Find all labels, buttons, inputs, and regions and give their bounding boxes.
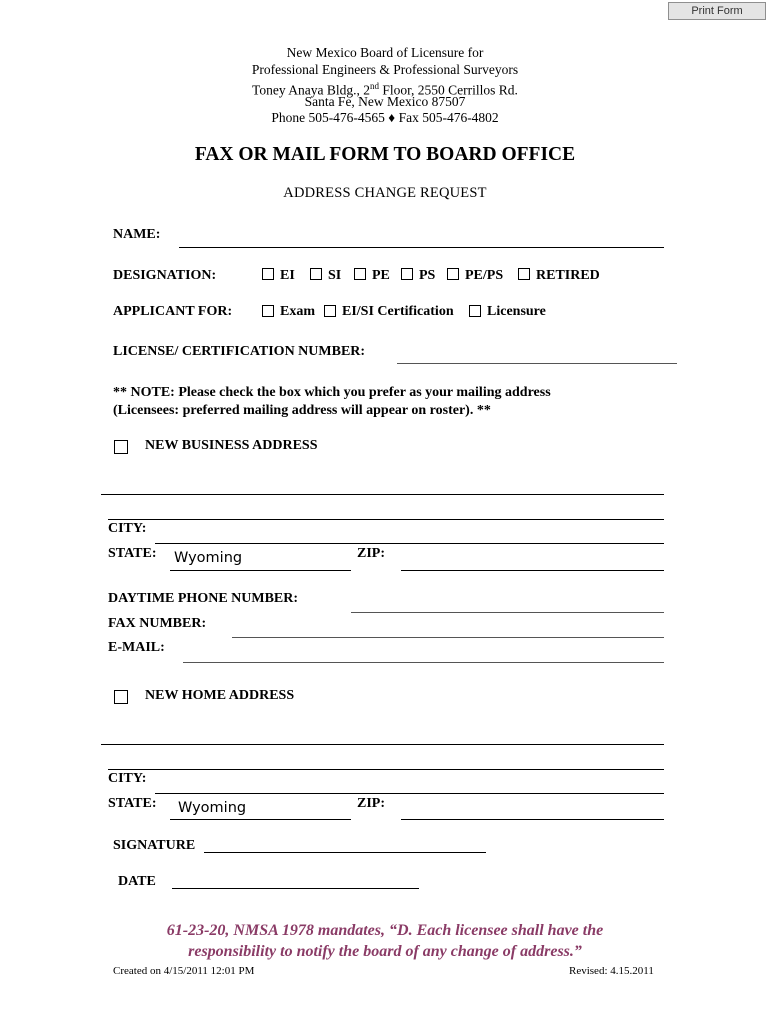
print-form-button[interactable]: Print Form (668, 2, 766, 20)
business-address-line2[interactable] (108, 519, 664, 520)
business-zip-label: ZIP: (357, 546, 385, 561)
option-pe-ps-label: PE/PS (465, 268, 504, 283)
created-date: Created on 4/15/2011 12:01 PM (113, 965, 255, 977)
statute-line2: responsibility to notify the board of any change of address.” (188, 943, 582, 960)
checkbox-retired[interactable] (518, 268, 530, 280)
daytime-phone-label: DAYTIME PHONE NUMBER: (108, 591, 299, 606)
license-number-field[interactable] (397, 363, 677, 364)
home-state-label: STATE: (108, 796, 157, 811)
license-number-label: LICENSE/ CERTIFICATION NUMBER: (113, 344, 366, 359)
home-city-field[interactable] (155, 793, 664, 794)
applicant-for-label: APPLICANT FOR: (113, 304, 233, 319)
fax-number-field[interactable] (232, 637, 664, 638)
option-licensure-label: Licensure (487, 304, 546, 319)
new-business-address-heading: NEW BUSINESS ADDRESS (145, 438, 318, 453)
home-city-label: CITY: (108, 771, 147, 786)
checkbox-new-business-address[interactable] (114, 440, 128, 454)
business-state-label: STATE: (108, 546, 157, 561)
checkbox-si[interactable] (310, 268, 322, 280)
note-line1: ** NOTE: Please check the box which you prefer as your mailing address (113, 385, 551, 400)
option-ei-label: EI (280, 268, 295, 283)
email-label: E-MAIL: (108, 640, 165, 655)
address-part-b: Floor, 2550 Cerrillos Rd. (378, 82, 518, 98)
board-name-line2: Professional Engineers & Professional Surveyors (251, 62, 519, 77)
new-home-address-heading: NEW HOME ADDRESS (145, 688, 295, 703)
checkbox-exam[interactable] (262, 305, 274, 317)
note-line2: (Licensees: preferred mailing address will appear on roster). ** (113, 403, 491, 418)
business-state-value[interactable]: Wyoming (174, 550, 243, 566)
board-contact-line: Phone 505-476-4565 ♦ Fax 505-476-4802 (271, 110, 499, 125)
checkbox-licensure[interactable] (469, 305, 481, 317)
revised-date: Revised: 4.15.2011 (569, 965, 654, 977)
business-city-field[interactable] (155, 543, 664, 544)
address-sup: nd (369, 81, 379, 91)
home-state-value[interactable]: Wyoming (178, 800, 247, 816)
home-address-line2[interactable] (108, 769, 664, 770)
checkbox-pe[interactable] (354, 268, 366, 280)
checkbox-ei[interactable] (262, 268, 274, 280)
designation-label: DESIGNATION: (113, 268, 217, 283)
name-field[interactable] (179, 247, 664, 248)
address-part-a: Toney Anaya Bldg., 2 (252, 82, 370, 98)
business-address-line1[interactable] (101, 494, 664, 495)
name-label: NAME: (113, 227, 161, 242)
board-name-line1: New Mexico Board of Licensure for (286, 45, 484, 60)
checkbox-ei-si-certification[interactable] (324, 305, 336, 317)
business-city-label: CITY: (108, 521, 147, 536)
home-zip-field[interactable] (401, 819, 664, 820)
option-retired-label: RETIRED (536, 268, 600, 283)
date-field[interactable] (172, 888, 419, 889)
option-si-label: SI (328, 268, 342, 283)
signature-field[interactable] (204, 852, 486, 853)
daytime-phone-field[interactable] (351, 612, 664, 613)
checkbox-pe-ps[interactable] (447, 268, 459, 280)
option-ei-si-certification-label: EI/SI Certification (342, 304, 454, 319)
home-zip-label: ZIP: (357, 796, 385, 811)
home-state-field[interactable] (170, 819, 351, 820)
business-state-field[interactable] (170, 570, 351, 571)
home-address-line1[interactable] (101, 744, 664, 745)
signature-label: SIGNATURE (113, 838, 196, 853)
business-zip-field[interactable] (401, 570, 664, 571)
option-exam-label: Exam (280, 304, 315, 319)
option-ps-label: PS (419, 268, 436, 283)
checkbox-new-home-address[interactable] (114, 690, 128, 704)
checkbox-ps[interactable] (401, 268, 413, 280)
option-pe-label: PE (372, 268, 390, 283)
date-label: DATE (118, 874, 156, 889)
statute-line1: 61-23-20, NMSA 1978 mandates, “D. Each licensee shall have the (166, 922, 604, 939)
fax-number-label: FAX NUMBER: (108, 616, 207, 631)
board-city-line: Santa Fe, New Mexico 87507 (304, 94, 466, 109)
email-field[interactable] (183, 662, 664, 663)
form-title: FAX OR MAIL FORM TO BOARD OFFICE (194, 144, 576, 165)
form-subtitle: ADDRESS CHANGE REQUEST (283, 185, 487, 201)
